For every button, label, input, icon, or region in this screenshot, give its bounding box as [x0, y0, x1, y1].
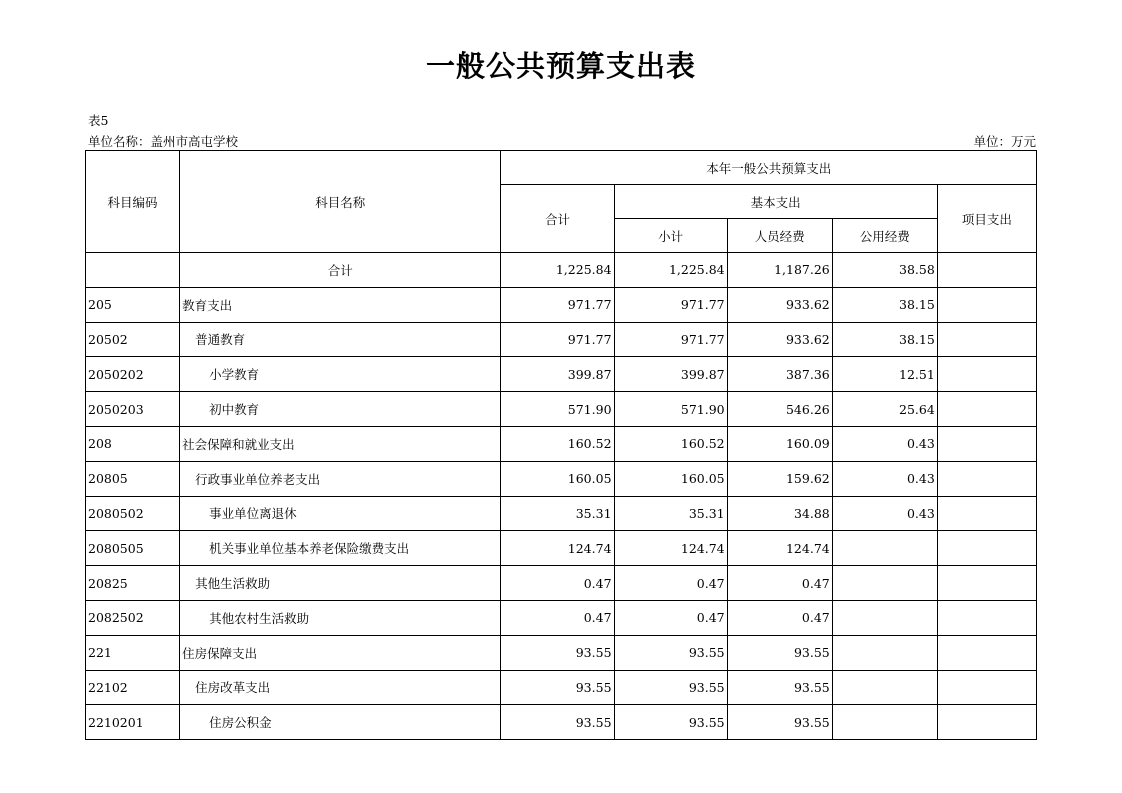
- cell-project: [937, 461, 1036, 496]
- cell-project: [937, 392, 1036, 427]
- cell-total: 160.05: [501, 461, 614, 496]
- cell-code: 221: [86, 635, 180, 670]
- cell-name: 社会保障和就业支出: [180, 426, 501, 461]
- table-row: [86, 566, 1037, 601]
- cell-subtotal: 124.74: [614, 531, 727, 566]
- currency-unit: 单位：万元: [973, 134, 1036, 149]
- cell-subtotal: 93.55: [614, 635, 727, 670]
- header-project: 项目支出: [937, 185, 1036, 253]
- cell-public: [832, 566, 937, 601]
- table-row: [86, 670, 1037, 705]
- total-code-cell: [86, 253, 180, 288]
- cell-personnel: 546.26: [727, 392, 832, 427]
- cell-subtotal: 971.77: [614, 322, 727, 357]
- cell-total: 399.87: [501, 357, 614, 392]
- cell-personnel: 387.36: [727, 357, 832, 392]
- cell-total: 160.52: [501, 426, 614, 461]
- cell-total: 971.77: [501, 322, 614, 357]
- table-row: [86, 287, 1037, 322]
- cell-project: [937, 322, 1036, 357]
- total-label: 合计: [180, 253, 501, 288]
- cell-subtotal: 35.31: [614, 496, 727, 531]
- header-total: 合计: [501, 185, 614, 253]
- header-subtotal: 小计: [614, 219, 727, 253]
- cell-name: 事业单位离退休: [180, 496, 501, 531]
- cell-code: 22102: [86, 670, 180, 705]
- cell-personnel: 93.55: [727, 635, 832, 670]
- page-title: 一般公共预算支出表: [425, 49, 696, 83]
- cell-name: 住房保障支出: [180, 635, 501, 670]
- cell-personnel: 933.62: [727, 287, 832, 322]
- cell-code: 20825: [86, 566, 180, 601]
- cell-code: 208: [86, 426, 180, 461]
- total-subtotal: 1,225.84: [614, 253, 727, 288]
- cell-personnel: 159.62: [727, 461, 832, 496]
- cell-name: 其他农村生活救助: [180, 600, 501, 635]
- cell-personnel: 0.47: [727, 600, 832, 635]
- cell-name: 行政事业单位养老支出: [180, 461, 501, 496]
- table-number: 表5: [88, 113, 109, 128]
- cell-subtotal: 399.87: [614, 357, 727, 392]
- total-personnel: 1,187.26: [727, 253, 832, 288]
- cell-project: [937, 287, 1036, 322]
- cell-project: [937, 531, 1036, 566]
- cell-personnel: 124.74: [727, 531, 832, 566]
- cell-public: [832, 705, 937, 740]
- unit-name: 单位名称：盖州市高屯学校: [88, 134, 239, 149]
- header-code: 科目编码: [86, 151, 180, 253]
- header-name: 科目名称: [180, 151, 501, 253]
- table-header: [86, 151, 1037, 253]
- total-project: [937, 253, 1036, 288]
- cell-public: [832, 531, 937, 566]
- cell-public: 25.64: [832, 392, 937, 427]
- cell-public: 0.43: [832, 426, 937, 461]
- cell-name: 初中教育: [180, 392, 501, 427]
- cell-subtotal: 160.52: [614, 426, 727, 461]
- header-personnel: 人员经费: [727, 219, 832, 253]
- table-row: [86, 392, 1037, 427]
- cell-public: 38.15: [832, 322, 937, 357]
- cell-public: 38.15: [832, 287, 937, 322]
- cell-total: 93.55: [501, 670, 614, 705]
- total-public: 38.58: [832, 253, 937, 288]
- cell-code: 2050202: [86, 357, 180, 392]
- table-row: [86, 426, 1037, 461]
- table-body: [86, 253, 1037, 740]
- cell-public: [832, 635, 937, 670]
- cell-personnel: 160.09: [727, 426, 832, 461]
- cell-public: [832, 600, 937, 635]
- cell-name: 机关事业单位基本养老保险缴费支出: [180, 531, 501, 566]
- header-public: 公用经费: [832, 219, 937, 253]
- cell-total: 0.47: [501, 600, 614, 635]
- cell-subtotal: 93.55: [614, 670, 727, 705]
- cell-name: 住房公积金: [180, 705, 501, 740]
- header-group: 本年一般公共预算支出: [501, 151, 1037, 185]
- table-row: [86, 531, 1037, 566]
- cell-code: 2210201: [86, 705, 180, 740]
- table-row: [86, 600, 1037, 635]
- cell-public: 0.43: [832, 496, 937, 531]
- cell-public: 0.43: [832, 461, 937, 496]
- cell-code: 2082502: [86, 600, 180, 635]
- cell-name: 教育支出: [180, 287, 501, 322]
- budget-table: [85, 150, 1037, 740]
- cell-code: 2080502: [86, 496, 180, 531]
- cell-personnel: 34.88: [727, 496, 832, 531]
- cell-name: 其他生活救助: [180, 566, 501, 601]
- cell-project: [937, 600, 1036, 635]
- table-row: [86, 357, 1037, 392]
- cell-subtotal: 160.05: [614, 461, 727, 496]
- cell-total: 971.77: [501, 287, 614, 322]
- cell-project: [937, 426, 1036, 461]
- cell-public: [832, 670, 937, 705]
- cell-code: 2050203: [86, 392, 180, 427]
- cell-project: [937, 566, 1036, 601]
- cell-personnel: 93.55: [727, 705, 832, 740]
- table-row: [86, 705, 1037, 740]
- cell-code: 205: [86, 287, 180, 322]
- cell-personnel: 933.62: [727, 322, 832, 357]
- cell-code: 20805: [86, 461, 180, 496]
- cell-name: 住房改革支出: [180, 670, 501, 705]
- header-basic: 基本支出: [614, 185, 937, 219]
- cell-public: 12.51: [832, 357, 937, 392]
- cell-subtotal: 571.90: [614, 392, 727, 427]
- table-row: [86, 322, 1037, 357]
- cell-total: 93.55: [501, 705, 614, 740]
- cell-project: [937, 670, 1036, 705]
- cell-total: 93.55: [501, 635, 614, 670]
- table-row: [86, 635, 1037, 670]
- cell-subtotal: 93.55: [614, 705, 727, 740]
- cell-personnel: 93.55: [727, 670, 832, 705]
- cell-subtotal: 971.77: [614, 287, 727, 322]
- cell-total: 571.90: [501, 392, 614, 427]
- cell-name: 普通教育: [180, 322, 501, 357]
- total-total: 1,225.84: [501, 253, 614, 288]
- table-row: [86, 461, 1037, 496]
- cell-code: 2080505: [86, 531, 180, 566]
- cell-project: [937, 496, 1036, 531]
- cell-total: 124.74: [501, 531, 614, 566]
- cell-subtotal: 0.47: [614, 566, 727, 601]
- cell-project: [937, 635, 1036, 670]
- total-row: [86, 253, 1037, 288]
- cell-subtotal: 0.47: [614, 600, 727, 635]
- cell-total: 35.31: [501, 496, 614, 531]
- cell-code: 20502: [86, 322, 180, 357]
- cell-name: 小学教育: [180, 357, 501, 392]
- cell-project: [937, 705, 1036, 740]
- cell-personnel: 0.47: [727, 566, 832, 601]
- cell-project: [937, 357, 1036, 392]
- cell-total: 0.47: [501, 566, 614, 601]
- table-row: [86, 496, 1037, 531]
